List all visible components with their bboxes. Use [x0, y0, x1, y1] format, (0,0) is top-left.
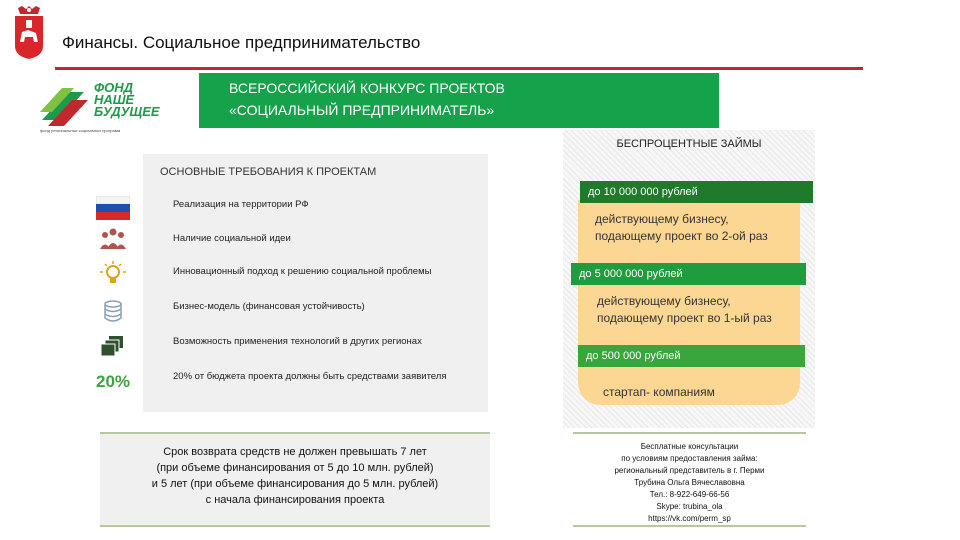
contacts-vk-link[interactable]: https://vk.com/perm_sp [648, 514, 731, 523]
requirement-item-6: 20% от бюджета проекта должны быть средствами заявителя [173, 371, 447, 382]
lightbulb-icon [96, 260, 130, 288]
contacts-box [573, 432, 806, 527]
copy-layers-icon [96, 332, 130, 360]
repayment-line-1: Срок возврата средств не должен превышать 7 лет [163, 446, 427, 458]
loan-tier-1-line-1: действующему бизнесу, [595, 212, 729, 226]
requirement-item-2: Наличие социальной идеи [173, 233, 291, 244]
percent-label: 20% [96, 372, 131, 391]
fund-logo-mark [38, 86, 94, 130]
logo-subtitle: фонд региональных социальных программ [40, 128, 121, 133]
loan-tier-1-line-2: подающему проект во 2-ой раз [595, 229, 768, 243]
contacts-phone: Тел.: 8-922-649-66-56 [649, 490, 730, 499]
loan-tier-3-line-1: стартап- компаниям [603, 385, 715, 399]
loan-tier-3-amount: до 500 000 рублей [578, 345, 805, 367]
repayment-line-2: (при объеме финансирования от 5 до 10 млн. рублей) [156, 462, 434, 474]
loan-tier-2-amount: до 5 000 000 рублей [571, 263, 806, 285]
requirement-item-4: Бизнес-модель (финансовая устойчивость) [173, 301, 365, 312]
banner-line-1: ВСЕРОССИЙСКИЙ КОНКУРС ПРОЕКТОВ [229, 80, 505, 96]
logo-line-2: НАШЕ [94, 92, 135, 107]
repayment-line-3: и 5 лет (при объеме финансирования до 5 млн. рублей) [151, 478, 439, 490]
contacts-line-3: региональный представитель в г. Перми [614, 466, 765, 475]
contest-banner [199, 73, 719, 128]
requirement-item-3: Инновационный подход к решению социальной проблемы [173, 266, 432, 277]
loan-tier-2-line-2: подающему проект во 1-ый раз [597, 311, 772, 325]
page-title: Финансы. Социальное предпринимательство [62, 33, 421, 52]
loan-tier-1-description [595, 211, 768, 245]
logo-line-1: ФОНД [94, 80, 134, 95]
repayment-terms [100, 432, 490, 527]
requirement-item-1: Реализация на территории РФ [173, 199, 309, 210]
loan-tier-1-amount: до 10 000 000 рублей [580, 181, 813, 203]
coin-stack-icon [96, 297, 130, 325]
region-emblem [12, 6, 46, 60]
people-icon [96, 225, 130, 253]
contacts-line-1: Бесплатные консультации [640, 442, 739, 451]
requirements-title: ОСНОВНЫЕ ТРЕБОВАНИЯ К ПРОЕКТАМ [160, 166, 377, 178]
loan-tier-2-line-1: действующему бизнесу, [597, 294, 731, 308]
logo-line-3: БУДУЩЕЕ [94, 104, 160, 119]
loan-tier-2-description [597, 293, 772, 327]
requirement-item-5: Возможность применения технологий в других регионах [173, 336, 422, 347]
contacts-skype: Skype: trubina_ola [656, 502, 723, 511]
header-divider [55, 67, 863, 70]
loan-tier-3-description [603, 384, 715, 401]
russia-flag-icon [96, 194, 130, 222]
banner-line-2: «СОЦИАЛЬНЫЙ ПРЕДПРИНИМАТЕЛЬ» [229, 102, 495, 118]
fund-logo [38, 82, 168, 134]
contacts-line-2: по условиям предоставления займа: [621, 454, 758, 463]
loans-title: БЕСПРОЦЕНТНЫЕ ЗАЙМЫ [616, 138, 762, 150]
contacts-line-4: Трубина Ольга Вячеславовна [634, 478, 745, 487]
repayment-line-4: с начала финансирования проекта [205, 494, 385, 506]
